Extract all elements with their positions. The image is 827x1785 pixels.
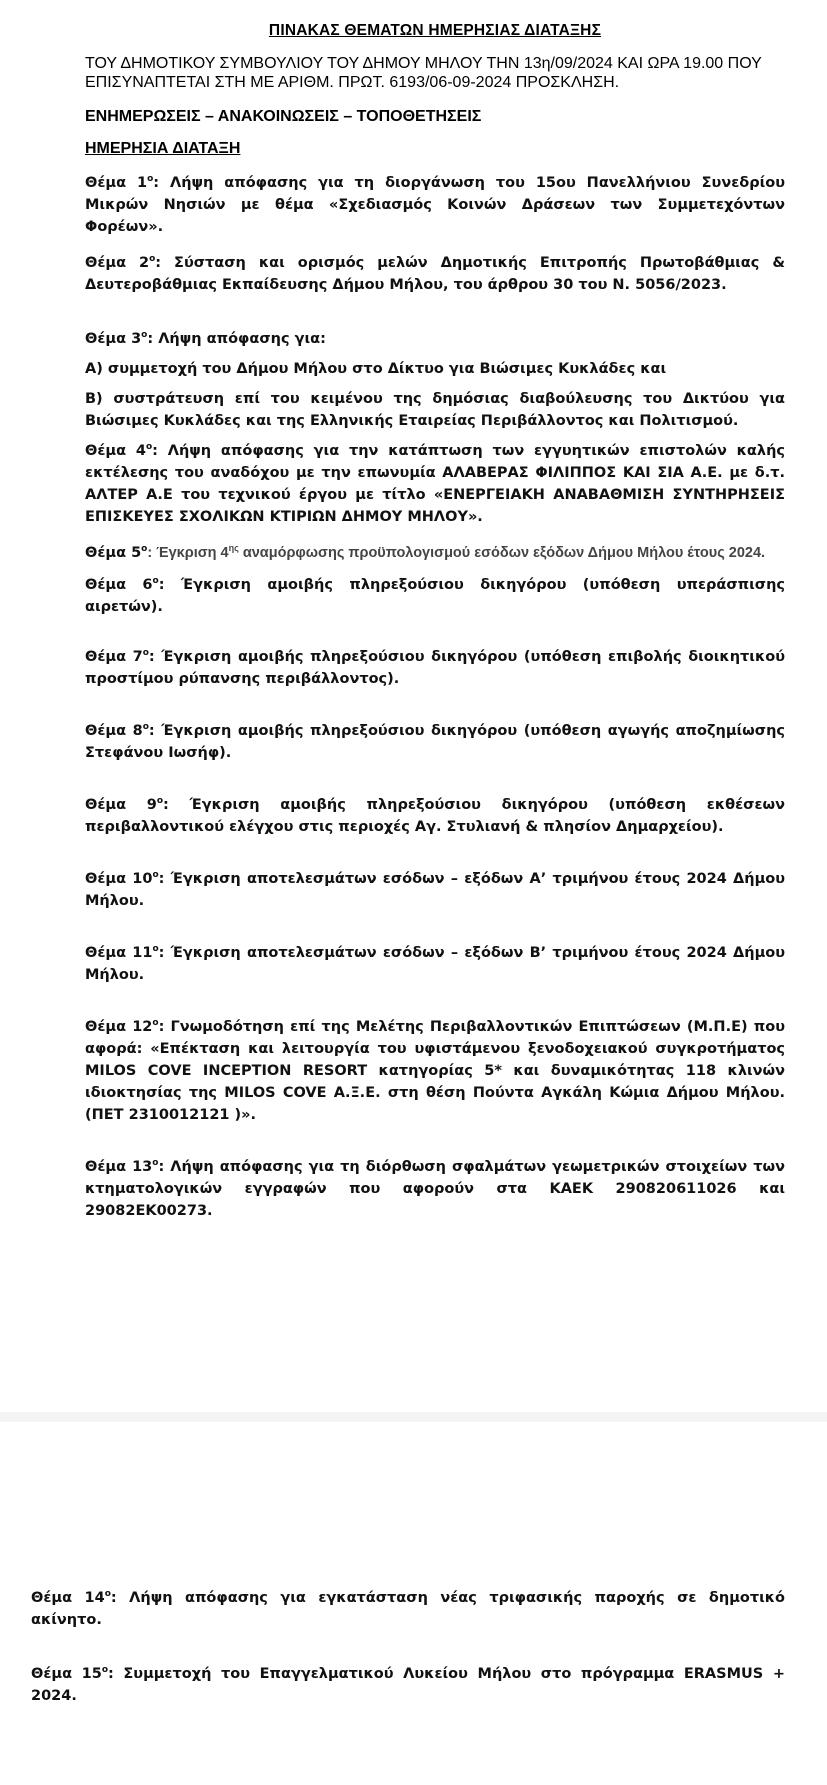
agenda-item-1: Θέμα $1^o$: Λήψη απόφασης για τη διοργάνωση του 15ου Πανελλήνιου Συνεδρίου Μικρών Νησιών με θέμα «Σχεδιασμός Κοινών Δράσεων των Συμμετεχόντων Φορέων». [85, 174, 786, 235]
agenda-item-5: Θέμα $5^o$: Έγκριση $4^{\eta\varsigma}$ αναμόρφωσης προϋπολογισμού εσόδων εξόδων Δήμου Μήλου έτους 2024. [85, 543, 766, 561]
agenda-item-4: Θέμα $4^o$: Λήψη απόφασης για την κατάπτωση των εγγυητικών επιστολών καλής εκτέλεσης του αναδόχου με την επωνυμία ΑΛΑΒΕΡΑΣ ΦΙΛΙΠΠΟΣ ΚΑΙ ΣΙΑ Α.Ε. με δ.τ. ΑΛΤΕΡ Α.Ε του τεχνικού έργου με τίτλο «ΕΝΕΡΓΕΙΑΚΗ ΑΝΑΒΑΘΜΙΣΗ ΣΥΝΤΗΡΗΣΕΙΣ ΕΠΙΣΚΕΥΕΣ ΣΧΟΛΙΚΩΝ ΚΤΙΡΙΩΝ ΔΗΜΟΥ ΜΗΛΟΥ». [85, 442, 785, 525]
agenda-heading: ΗΜΕΡΗΣΙΑ ΔΙΑΤΑΞΗ [85, 140, 241, 157]
agenda-item-7: Θέμα $7^o$: Έγκριση αμοιβής πληρεξούσιου δικηγόρου (υπόθεση επιβολής διοικητικού προστίμου ρύπανσης περιβάλλοντος). [85, 648, 785, 687]
announcements-heading: ΕΝΗΜΕΡΩΣΕΙΣ – ΑΝΑΚΟΙΝΩΣΕΙΣ – ΤΟΠΟΘΕΤΗΣΕΙΣ [85, 108, 482, 125]
agenda-item-14: Θέμα $14^o$: Λήψη απόφασης για εγκατάσταση νέας τριφασικής παροχής σε δημοτικό ακίνητο. [31, 1589, 785, 1628]
document-title: ΠΙΝΑΚΑΣ ΘΕΜΑΤΩΝ ΗΜΕΡΗΣΙΑΣ ΔΙΑΤΑΞΗΣ [268, 22, 602, 39]
agenda-item-11: Θέμα $11^o$: Έγκριση αποτελεσμάτων εσόδων – εξόδων Β’ τριμήνου έτους 2024 Δήμου Μήλου. [85, 944, 785, 983]
agenda-item-10: Θέμα $10^o$: Έγκριση αποτελεσμάτων εσόδων – εξόδων Α’ τριμήνου έτους 2024 Δήμου Μήλου. [85, 870, 785, 909]
agenda-item-8: Θέμα $8^o$: Έγκριση αμοιβής πληρεξούσιου δικηγόρου (υπόθεση αγωγής αποζημίωσης Στεφάνου Ιωσήφ). [85, 722, 785, 761]
agenda-item-12: Θέμα $12^o$: Γνωμοδότηση επί της Μελέτης Περιβαλλοντικών Επιπτώσεων (Μ.Π.Ε) που αφορά: «Επέκταση και λειτουργία του υφιστάμενου ξενοδοχειακού συγκροτήματος MILOS COVE INCEPTION RESORT κατηγορίας 5* και δυναμικότητας 118 κλινών ιδιοκτησίας της MILOS COVE Α.Ξ.Ε. στη θέση Πούντα Αγκάλη Κώμια Δήμου Μήλου. (ΠΕΤ 2310012121 )». [85, 1018, 785, 1123]
agenda-item-15: Θέμα $15^o$: Συμμετοχή του Επαγγελματικού Λυκείου Μήλου στο πρόγραμμα ERASMUS + 2024. [31, 1665, 785, 1704]
agenda-item-13: Θέμα $13^o$: Λήψη απόφασης για τη διόρθωση σφαλμάτων γεωμετρικών στοιχείων των κτηματολογικών εγγραφών που αφορούν στα ΚΑΕΚ 290820611026 και 29082ΕΚ00273. [85, 1158, 785, 1219]
agenda-item-6: Θέμα $6^o$: Έγκριση αμοιβής πληρεξούσιου δικηγόρου (υπόθεση υπεράσπισης αιρετών). [85, 576, 785, 615]
agenda-item-2: Θέμα $2^o$: Σύσταση και ορισμός μελών Δημοτικής Επιτροπής Πρωτοβάθμιας & Δευτεροβάθμιας Εκπαίδευσης Δήμου Μήλου, του άρθρου 30 του Ν. 5056/2023. [85, 254, 785, 293]
agenda-item-9: Θέμα $9^o$: Έγκριση αμοιβής πληρεξούσιου δικηγόρου (υπόθεση εκθέσεων περιβαλλοντικού ελέγχου στις περιοχές Αγ. Στυλιανή & πλησίον Δημαρχείου). [85, 796, 786, 835]
meeting-intro: ΤΟΥ ΔΗΜΟΤΙΚΟΥ ΣΥΜΒΟΥΛΙΟΥ ΤΟΥ ΔΗΜΟΥ ΜΗΛΟΥ ΤΗΝ 13η/09/2024 ΚΑΙ ΩΡΑ 19.00 ΠΟΥ ΕΠΙΣΥΝΑΠΤΕΤΑΙ ΣΤΗ ΜΕ ΑΡΙΘΜ. ΠΡΩΤ. 6193/06-09-2024 ΠΡΟΣΚΛΗΣΗ. [85, 55, 762, 91]
agenda-item-3: Θέμα $3^o$: Λήψη απόφασης για: [85, 330, 326, 347]
agenda-item-3b: Β) συστράτευση επί του κειμένου της δημόσιας διαβούλευσης του Δικτύου για Βιώσιμες Κυκλάδες και της Ελληνικής Εταιρείας Περιβάλλοντος και Πολιτισμού. [85, 391, 785, 429]
agenda-item-3a: Α) συμμετοχή του Δήμου Μήλου στο Δίκτυο για Βιώσιμες Κυκλάδες και [85, 361, 667, 377]
document-page-2 [0, 1422, 827, 1785]
